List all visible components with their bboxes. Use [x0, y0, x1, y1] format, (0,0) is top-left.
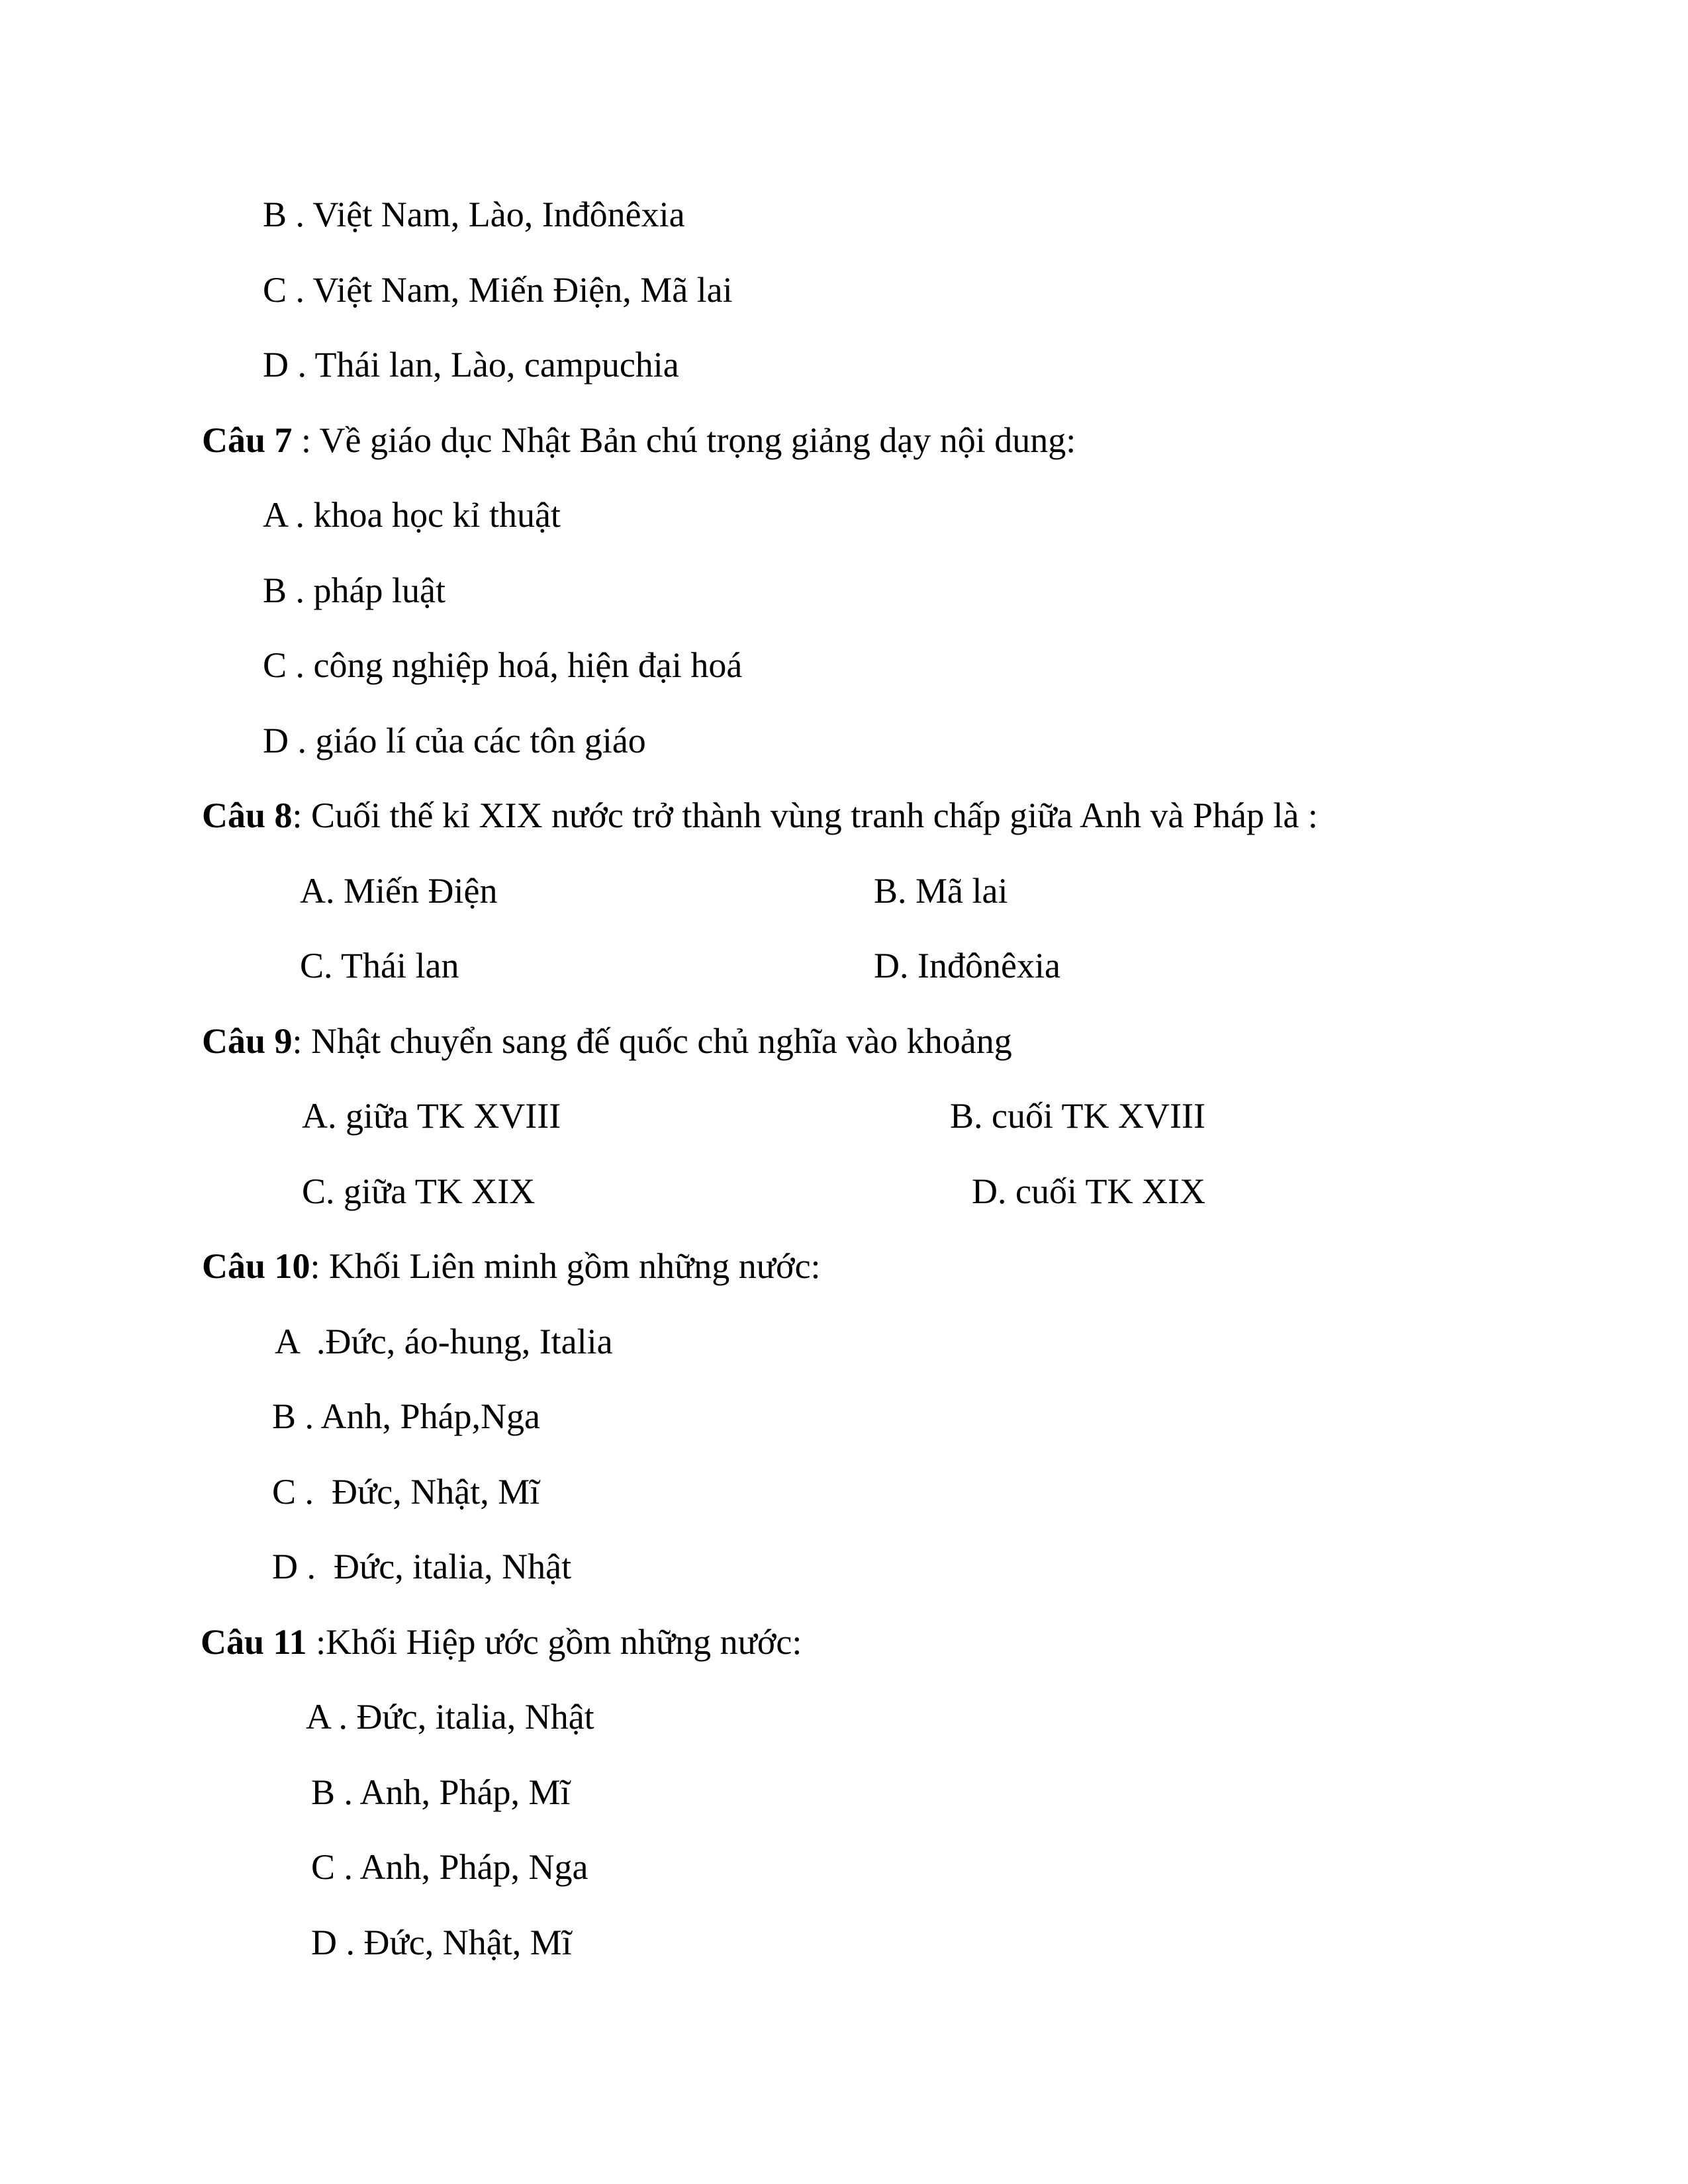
q10-question-line: [202, 1246, 821, 1287]
q7-number-label: Câu 7: [202, 420, 293, 460]
q9-question-line: [202, 1021, 1012, 1062]
q7-option-a: A . khoa học kỉ thuật: [263, 495, 561, 535]
q8-option-b: B. Mã lai: [874, 871, 1008, 911]
q11-option-d: D . Đức, Nhật, Mĩ: [311, 1923, 572, 1962]
q11-question-line: [201, 1621, 802, 1662]
q9-question-text: : Nhật chuyển sang đế quốc chủ nghĩa vào khoảng: [292, 1021, 1012, 1061]
q8-option-a: A. Miến Điện: [300, 871, 498, 911]
q7-question-line: [202, 420, 1076, 461]
q11-option-a: A . Đức, italia, Nhật: [306, 1697, 594, 1737]
q10-number-label: Câu 10: [202, 1246, 310, 1286]
q6-option-b: B . Việt Nam, Lào, Inđônêxia: [263, 195, 685, 234]
q8-number-label: Câu 8: [202, 796, 293, 835]
q8-question-text: : Cuối thế kỉ XIX nước trở thành vùng tranh chấp giữa Anh và Pháp là :: [292, 796, 1318, 835]
q9-option-c: C. giữa TK XIX: [302, 1171, 536, 1211]
q10-option-b: B . Anh, Pháp,Nga: [272, 1396, 540, 1436]
q7-option-b: B . pháp luật: [263, 570, 445, 610]
q11-number-label: Câu 11: [201, 1622, 307, 1662]
q8-question-line: [202, 795, 1318, 836]
q6-option-d: D . Thái lan, Lào, campuchia: [263, 345, 679, 385]
q7-option-d: D . giáo lí của các tôn giáo: [263, 721, 646, 760]
q8-option-d: D. Inđônêxia: [874, 946, 1060, 985]
q6-option-c: C . Việt Nam, Miến Điện, Mã lai: [263, 270, 733, 310]
q11-question-text: :Khối Hiệp ước gồm những nước:: [306, 1622, 802, 1662]
q10-question-text: : Khối Liên minh gồm những nước:: [310, 1246, 821, 1286]
q10-option-c: C . Đức, Nhật, Mĩ: [272, 1472, 540, 1512]
q8-option-c: C. Thái lan: [300, 946, 459, 985]
q7-option-c: C . công nghiệp hoá, hiện đại hoá: [263, 645, 743, 685]
q7-question-text: : Về giáo dục Nhật Bản chú trọng giảng dạy nội dung:: [292, 420, 1076, 460]
q9-number-label: Câu 9: [202, 1021, 293, 1061]
q10-option-a: A .Đức, áo-hung, Italia: [275, 1322, 613, 1361]
q9-option-d: D. cuối TK XIX: [972, 1171, 1205, 1211]
q9-option-b: B. cuối TK XVIII: [950, 1096, 1205, 1136]
q9-option-a: A. giữa TK XVIII: [302, 1096, 561, 1136]
q11-option-b: B . Anh, Pháp, Mĩ: [311, 1772, 571, 1812]
q10-option-d: D . Đức, italia, Nhật: [272, 1547, 572, 1586]
q11-option-c: C . Anh, Pháp, Nga: [311, 1847, 588, 1887]
